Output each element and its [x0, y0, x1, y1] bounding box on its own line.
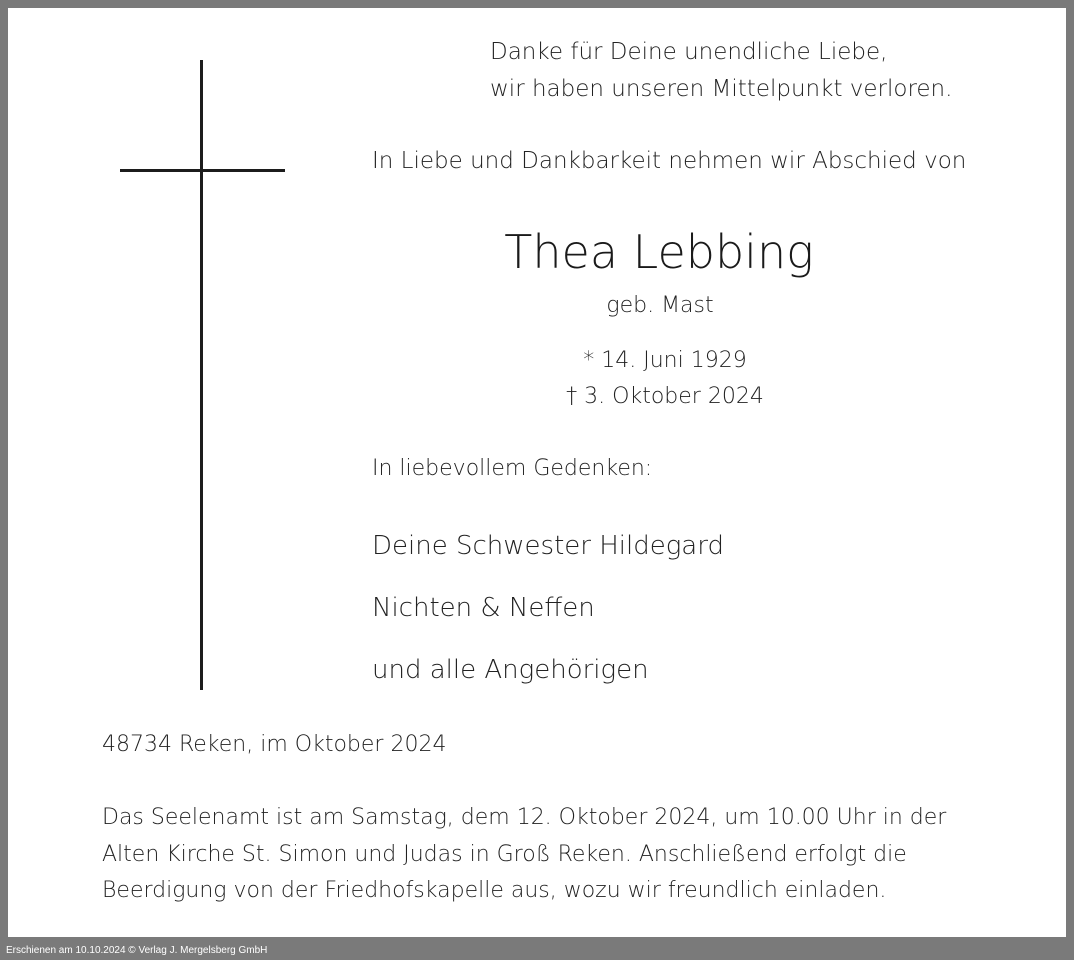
mourner-relatives: und alle Angehörigen	[372, 655, 649, 685]
dedication-text	[490, 34, 952, 108]
dedication-line-1: Danke für Deine unendliche Liebe,	[490, 39, 888, 65]
mourner-nieces-nephews: Nichten & Neffen	[372, 593, 595, 623]
remembrance-label: In liebevollem Gedenken:	[372, 456, 653, 481]
deceased-name: Thea Lebbing	[504, 225, 814, 279]
dedication-line-2: wir haben unseren Mittelpunkt verloren.	[490, 76, 953, 102]
birth-date: * 14. Juni 1929	[583, 348, 747, 373]
farewell-intro: In Liebe und Dankbarkeit nehmen wir Abschied von	[372, 148, 967, 174]
death-date: † 3. Oktober 2024	[566, 384, 764, 409]
mourner-sister: Deine Schwester Hildegard	[372, 531, 724, 561]
place-and-date: 48734 Reken, im Oktober 2024	[102, 732, 447, 757]
service-line-3: Beerdigung von der Friedhofskapelle aus, wozu wir freundlich einladen.	[102, 878, 887, 903]
service-line-1: Das Seelenamt ist am Samstag, dem 12. Oktober 2024, um 10.00 Uhr in der	[102, 805, 947, 830]
publisher-credit: Erschienen am 10.10.2024 © Verlag J. Mergelsberg GmbH	[6, 945, 268, 956]
cross-vertical-bar	[200, 60, 203, 690]
funeral-service-info	[102, 800, 982, 910]
maiden-name: geb. Mast	[606, 293, 714, 318]
cross-horizontal-bar	[120, 169, 285, 172]
service-line-2: Alten Kirche St. Simon und Judas in Groß Reken. Anschließend erfolgt die	[102, 841, 907, 867]
